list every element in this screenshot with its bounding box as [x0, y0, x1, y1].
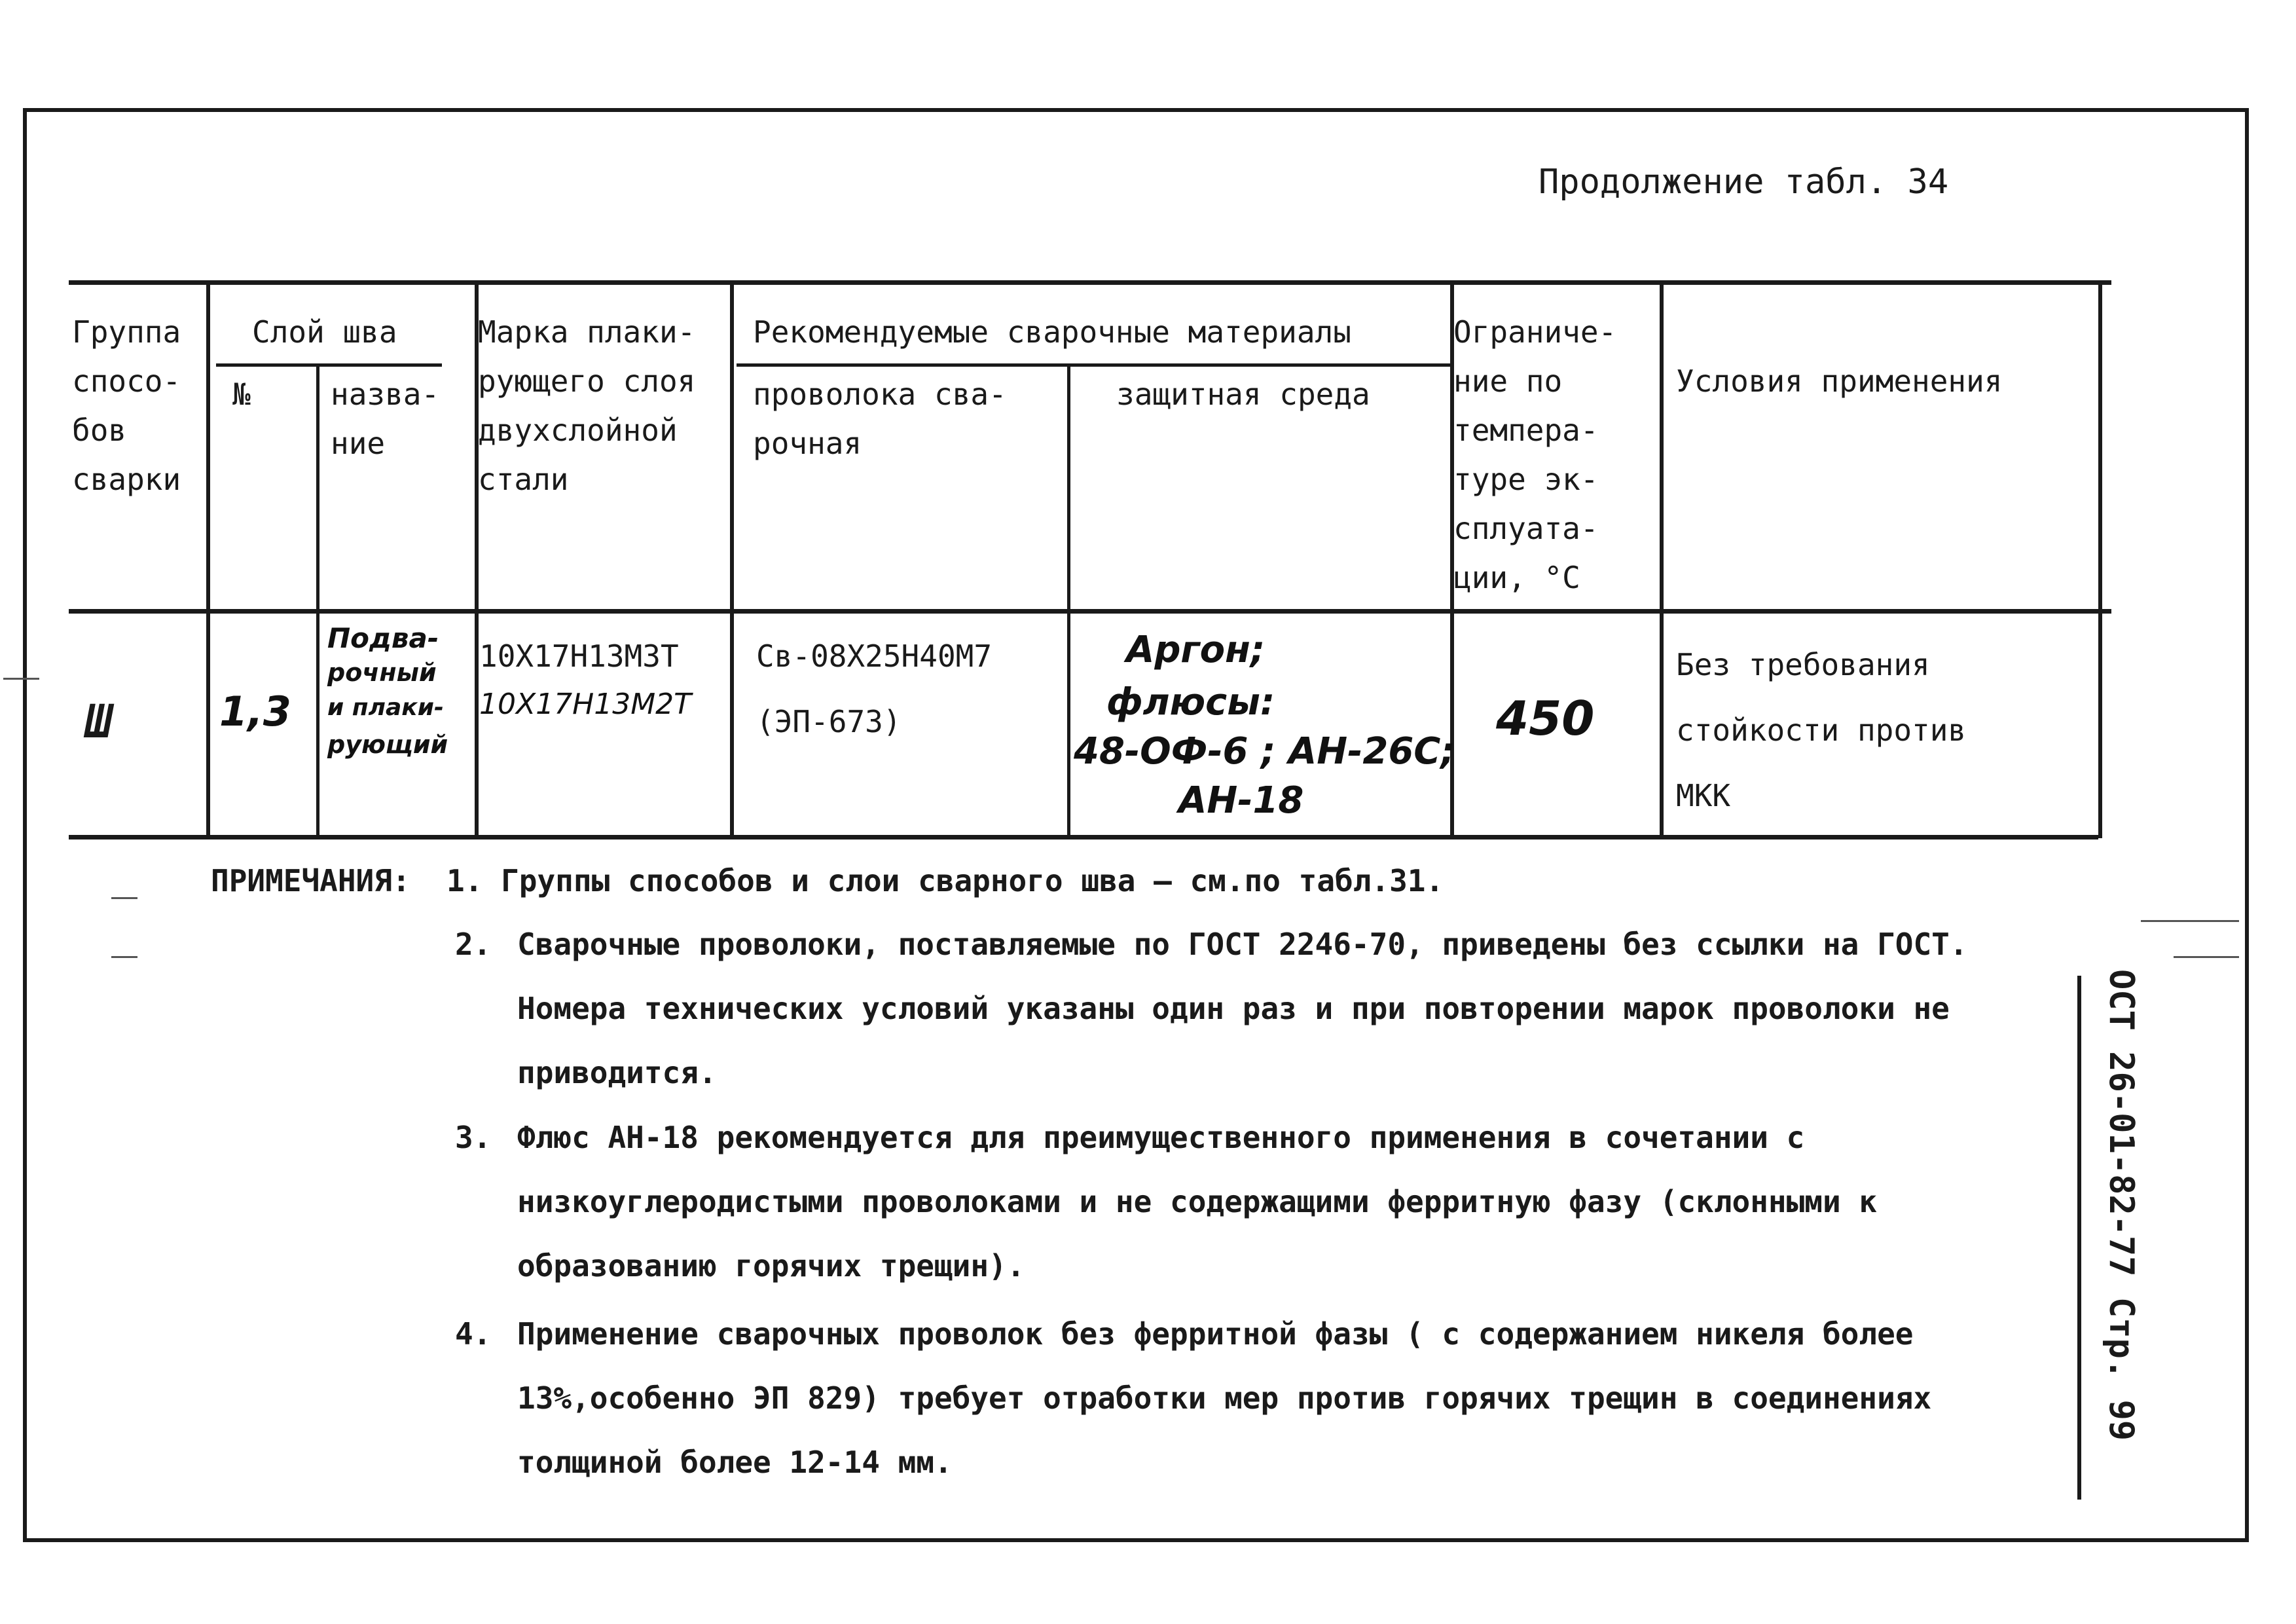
row-clad-grade-2: 10Х17Н13М2Т: [479, 688, 692, 721]
note-1-text: Группы способов и слои сварного шва – см.по табл.31.: [501, 863, 1444, 898]
header-group: Группа спосо- бов сварки: [72, 314, 181, 497]
row-layer-no: 1,3: [219, 688, 291, 735]
note-2-number: 2.: [455, 927, 492, 962]
col-divider-5: [1067, 367, 1070, 838]
row-temp: 450: [1496, 691, 1595, 746]
row-group: Ш: [85, 695, 113, 748]
header-layer-no: №: [232, 377, 251, 412]
note-1: [446, 849, 2050, 913]
layer-subheader-rule: [216, 363, 442, 367]
row-layer-name-3: и плаки-: [327, 694, 444, 721]
row-shield-1: Аргон;: [1126, 629, 1266, 671]
scan-artifact-dash: [111, 897, 137, 899]
row-shield-3: 48-ОФ-6 ; АН-26С;: [1074, 730, 1455, 773]
header-layer: Слой шва: [252, 314, 397, 350]
note-3-number: 3.: [455, 1120, 492, 1155]
table-right-border: [2098, 282, 2102, 838]
row-layer-name-1: Подва-: [327, 622, 439, 654]
header-conditions: Условия применения: [1676, 363, 2003, 399]
row-shield-2: флюсы:: [1106, 681, 1275, 724]
note-1-number: 1.: [446, 863, 483, 898]
header-recommended: Рекомендуемые сварочные материалы: [753, 314, 1351, 350]
row-wire-1: Св-08Х25Н40М7: [756, 638, 993, 674]
header-wire: проволока сва- рочная: [753, 377, 1007, 461]
scan-artifact-dash: [3, 678, 39, 680]
side-document-code: ОСТ 26-01-82-77 Стр. 99: [2102, 969, 2141, 1441]
table-continuation-caption: Продолжение табл. 34: [1539, 162, 1949, 202]
materials-subheader-rule: [737, 363, 1450, 367]
note-4-text: Применение сварочных проволок без ферритной фазы ( с содержанием никеля более 13%,особенно ЭП 829) требует отработки мер против горячих трещин в соединениях толщиной более 12-14 мм.: [517, 1316, 1932, 1480]
header-layer-name: назва- ние: [331, 377, 440, 461]
row-clad-grade-1: 10Х17Н13М3Т: [479, 638, 679, 674]
note-3-text: Флюс АН-18 рекомендуется для преимущественного применения в сочетании с низкоуглеродистыми проволоками и не содержащими ферритную фазу (склонными к образованию горячих трещин).: [517, 1120, 1878, 1283]
note-2-text: Сварочные проволоки, поставляемые по ГОСТ 2246-70, приведены без ссылки на ГОСТ. Номера технических условий указаны один раз и при повторении марок проволоки не приводится.: [517, 927, 1968, 1090]
col-divider-4: [730, 282, 734, 838]
header-temp-limit: Ограниче- ние по темпера- туре эк- сплуата- ции, °С: [1453, 314, 1617, 595]
header-bottom-rule: [69, 609, 2111, 614]
notes-label: ПРИМЕЧАНИЯ:: [211, 863, 410, 898]
col-divider-7: [1660, 282, 1664, 838]
scan-artifact-dash: [2141, 920, 2239, 922]
note-4-number: 4.: [455, 1316, 492, 1352]
row-shield-4: АН-18: [1178, 779, 1304, 822]
col-divider-2: [316, 367, 319, 838]
header-clad-grade: Марка плаки- рующего слоя двухслойной стали: [478, 314, 696, 497]
scan-artifact-dash: [2174, 956, 2239, 958]
row-layer-name-4: рующий: [327, 730, 448, 759]
scan-artifact-dash: [111, 956, 137, 958]
table-top-rule: [69, 280, 2111, 285]
header-shield: защитная среда: [1116, 377, 1370, 412]
row-layer-name-2: рочный: [327, 658, 437, 687]
row-wire-2: (ЭП-673): [756, 704, 902, 739]
table-bottom-rule: [69, 835, 2098, 840]
row-conditions: Без требования стойкости против МКК: [1676, 647, 1967, 813]
side-code-rule: [2077, 976, 2081, 1500]
col-divider-1: [206, 282, 210, 838]
